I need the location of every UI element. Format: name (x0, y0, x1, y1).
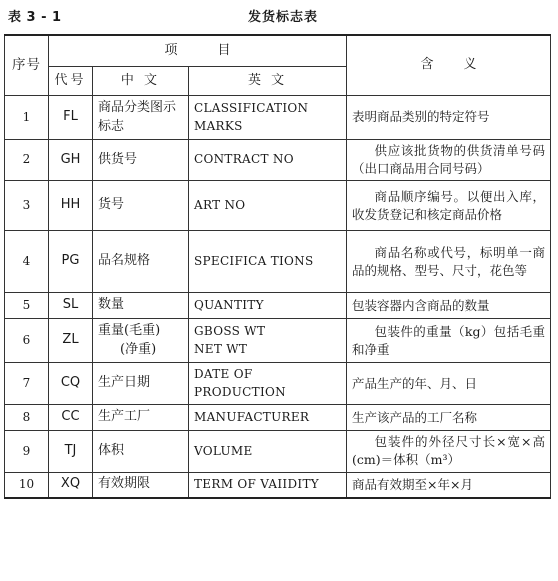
row-seq: 8 (5, 405, 49, 431)
row-meaning: 包装件的重量（kg）包括毛重和净重 (347, 319, 551, 363)
row-english-name: TERM OF VAIIDITY (189, 472, 347, 498)
header-item-group: 项目 (49, 35, 347, 67)
shipping-marks-table (4, 34, 551, 499)
table-title: 发货标志表 (248, 10, 319, 25)
row-seq: 9 (5, 431, 49, 472)
row-code: HH (49, 181, 93, 231)
row-meaning: 供应该批货物的供货清单号码（出口商品用合同号码） (347, 140, 551, 181)
row-meaning: 产品生产的年、月、日 (347, 363, 551, 405)
row-meaning: 表明商品类别的特定符号 (347, 96, 551, 140)
table-row (5, 140, 551, 181)
table-row (5, 472, 551, 498)
row-code: FL (49, 96, 93, 140)
header-english: 英 文 (189, 67, 347, 96)
header-code: 代号 (49, 67, 93, 96)
row-meaning: 商品顺序编号。以便出入库，收发货登记和核定商品价格 (347, 181, 551, 231)
table-row (5, 231, 551, 293)
row-english-name: DATE OF PRODUCTION (189, 363, 347, 405)
row-chinese-name: 商品分类图示标志 (93, 96, 189, 140)
row-english-name: SPECIFICA TIONS (189, 231, 347, 293)
row-english-name: CLASSIFICATION MARKS (189, 96, 347, 140)
row-chinese-name: 生产工厂 (93, 405, 189, 431)
row-seq: 6 (5, 319, 49, 363)
row-code: CC (49, 405, 93, 431)
row-seq: 4 (5, 231, 49, 293)
row-seq: 3 (5, 181, 49, 231)
row-code: TJ (49, 431, 93, 472)
table-body (5, 96, 551, 499)
row-code: ZL (49, 319, 93, 363)
row-chinese-name: 货号 (93, 181, 189, 231)
table-row (5, 181, 551, 231)
table-row (5, 293, 551, 319)
header-row-top (5, 35, 551, 67)
row-english-name: VOLUME (189, 431, 347, 472)
row-seq: 10 (5, 472, 49, 498)
row-meaning: 商品有效期至×年×月 (347, 472, 551, 498)
row-english-name: MANUFACTURER (189, 405, 347, 431)
table-caption (8, 6, 548, 28)
row-seq: 5 (5, 293, 49, 319)
row-english-name: GBOSS WT NET WT (189, 319, 347, 363)
row-meaning: 生产该产品的工厂名称 (347, 405, 551, 431)
row-chinese-name: 数量 (93, 293, 189, 319)
row-chinese-name: 供货号 (93, 140, 189, 181)
row-chinese-name: 重量(毛重) (净重) (93, 319, 189, 363)
header-seq: 序号 (5, 35, 49, 96)
row-english-name: CONTRACT NO (189, 140, 347, 181)
row-seq: 2 (5, 140, 49, 181)
table-number: 表 3 - 1 (8, 10, 62, 25)
row-meaning: 包装容器内含商品的数量 (347, 293, 551, 319)
table-row (5, 319, 551, 363)
row-seq: 7 (5, 363, 49, 405)
row-chinese-name: 生产日期 (93, 363, 189, 405)
row-code: GH (49, 140, 93, 181)
row-chinese-name: 品名规格 (93, 231, 189, 293)
row-english-name: QUANTITY (189, 293, 347, 319)
table-row (5, 405, 551, 431)
row-seq: 1 (5, 96, 49, 140)
table-row (5, 96, 551, 140)
row-code: CQ (49, 363, 93, 405)
table-row (5, 363, 551, 405)
row-code: SL (49, 293, 93, 319)
header-chinese: 中 文 (93, 67, 189, 96)
row-meaning: 包装件的外径尺寸长×宽×高(cm)＝体积（m³） (347, 431, 551, 472)
row-chinese-name: 有效期限 (93, 472, 189, 498)
row-english-name: ART NO (189, 181, 347, 231)
row-code: PG (49, 231, 93, 293)
row-code: XQ (49, 472, 93, 498)
row-meaning: 商品名称或代号，标明单一商品的规格、型号、尺寸，花色等 (347, 231, 551, 293)
row-chinese-name: 体积 (93, 431, 189, 472)
table-row (5, 431, 551, 472)
header-meaning: 含义 (347, 35, 551, 96)
